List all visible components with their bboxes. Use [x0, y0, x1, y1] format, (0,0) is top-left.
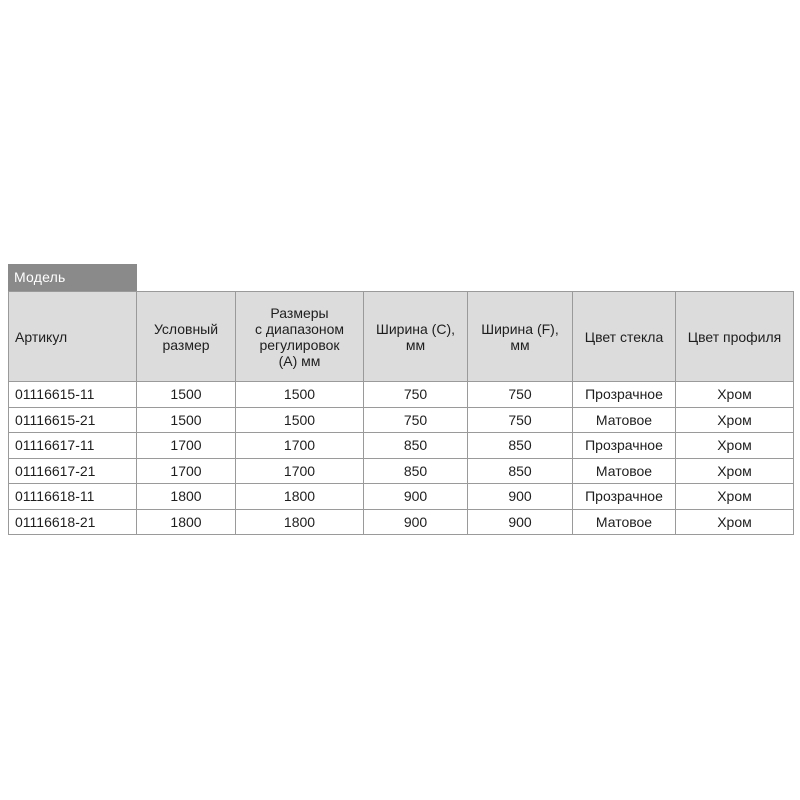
cell-article: 01116617-21: [9, 458, 137, 484]
cell-nominal-size: 1500: [137, 382, 236, 408]
table-row: [9, 484, 794, 510]
table-row: [9, 382, 794, 408]
model-section-label: Модель: [8, 264, 137, 291]
cell-width-f: 850: [468, 458, 573, 484]
cell-width-c: 850: [364, 458, 468, 484]
cell-article: 01116618-21: [9, 509, 137, 535]
header-article: [9, 292, 137, 382]
cell-nominal-size: 1800: [137, 484, 236, 510]
cell-profile-color: Хром: [676, 458, 794, 484]
cell-glass-color: Прозрачное: [573, 433, 676, 459]
cell-article: 01116615-11: [9, 382, 137, 408]
header-line: Ширина (F),: [481, 320, 559, 337]
cell-width-f: 750: [468, 382, 573, 408]
cell-width-f: 900: [468, 509, 573, 535]
cell-width-c: 750: [364, 382, 468, 408]
cell-glass-color: Прозрачное: [573, 382, 676, 408]
cell-profile-color: Хром: [676, 509, 794, 535]
header-nominal-size: [137, 292, 236, 382]
spec-table: [8, 291, 794, 535]
header-width-c: [364, 292, 468, 382]
cell-adjustment-range: 1800: [236, 509, 364, 535]
header-profile-color: [676, 292, 794, 382]
cell-width-c: 900: [364, 484, 468, 510]
header-adjustment-range: [236, 292, 364, 382]
table-row: [9, 407, 794, 433]
cell-adjustment-range: 1500: [236, 407, 364, 433]
header-line: Размеры: [270, 304, 329, 321]
cell-adjustment-range: 1700: [236, 433, 364, 459]
cell-glass-color: Прозрачное: [573, 484, 676, 510]
cell-nominal-size: 1700: [137, 458, 236, 484]
cell-width-c: 900: [364, 509, 468, 535]
header-row: [9, 292, 794, 382]
cell-nominal-size: 1500: [137, 407, 236, 433]
cell-profile-color: Хром: [676, 407, 794, 433]
header-line: (A) мм: [278, 352, 321, 369]
header-width-f: [468, 292, 573, 382]
cell-width-c: 750: [364, 407, 468, 433]
cell-adjustment-range: 1700: [236, 458, 364, 484]
cell-adjustment-range: 1500: [236, 382, 364, 408]
table-row: [9, 433, 794, 459]
cell-nominal-size: 1800: [137, 509, 236, 535]
cell-profile-color: Хром: [676, 484, 794, 510]
table-row: [9, 509, 794, 535]
cell-width-f: 850: [468, 433, 573, 459]
cell-nominal-size: 1700: [137, 433, 236, 459]
cell-article: 01116617-11: [9, 433, 137, 459]
cell-profile-color: Хром: [676, 382, 794, 408]
cell-width-f: 900: [468, 484, 573, 510]
header-glass-color: [573, 292, 676, 382]
header-line: Цвет профиля: [687, 328, 782, 345]
header-line: регулировок: [259, 336, 340, 353]
cell-article: 01116618-11: [9, 484, 137, 510]
cell-width-f: 750: [468, 407, 573, 433]
header-line: Цвет стекла: [584, 328, 664, 345]
cell-glass-color: Матовое: [573, 407, 676, 433]
cell-glass-color: Матовое: [573, 458, 676, 484]
cell-adjustment-range: 1800: [236, 484, 364, 510]
header-line: мм: [510, 336, 530, 353]
cell-article: 01116615-21: [9, 407, 137, 433]
header-line: мм: [405, 336, 426, 353]
table-row: [9, 458, 794, 484]
header-line: с диапазоном: [254, 320, 345, 337]
header-line: Артикул: [15, 328, 68, 345]
cell-width-c: 850: [364, 433, 468, 459]
header-line: Ширина (C),: [376, 320, 455, 337]
header-line: размер: [162, 336, 210, 353]
cell-profile-color: Хром: [676, 433, 794, 459]
header-line: Условный: [153, 320, 219, 337]
cell-glass-color: Матовое: [573, 509, 676, 535]
